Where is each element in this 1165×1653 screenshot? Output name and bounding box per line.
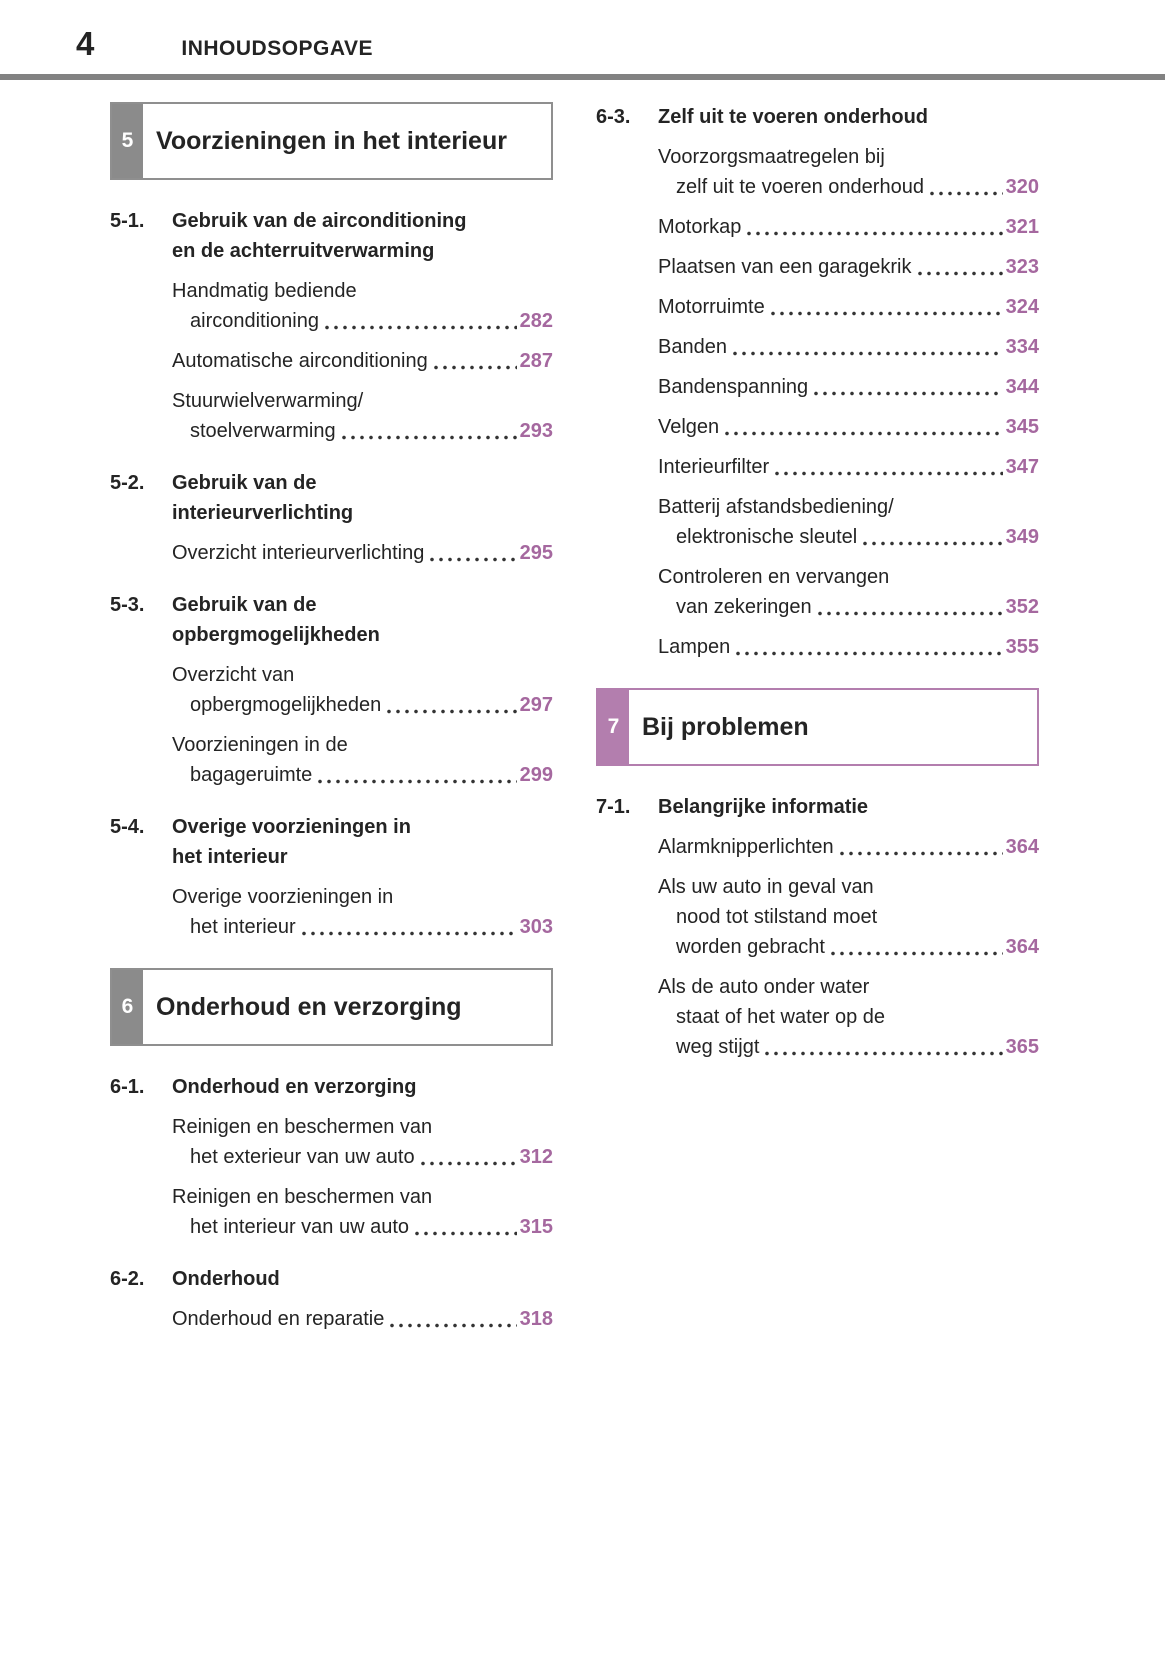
toc-entry (596, 372, 1039, 402)
entry-page-number: 334 (1005, 336, 1039, 358)
chapter-number-tab: 7 (598, 690, 629, 764)
chapter-title: Voorzieningen in het interieur (156, 126, 507, 155)
entry-last-line (658, 332, 1039, 362)
chapter-box-5 (110, 102, 553, 180)
entry-page-number: 321 (1005, 216, 1039, 238)
section-number: 6-2. (110, 1268, 145, 1290)
entry-page-number: 287 (519, 350, 553, 372)
section-number: 5-4. (110, 816, 145, 838)
entry-page-number: 324 (1005, 296, 1039, 318)
entry-label: Overzicht interieurverlichting (172, 542, 425, 564)
entry-page-number: 312 (519, 1146, 553, 1168)
toc-entry (110, 1304, 553, 1334)
chapter-number-tab: 5 (112, 104, 143, 178)
entry-last-line (658, 452, 1039, 482)
entry-label: opbergmogelijkheden (190, 694, 382, 716)
section-number: 6-3. (596, 106, 631, 128)
entry-label: Motorkap (658, 216, 742, 238)
entry-last-line (658, 292, 1039, 322)
section-title (172, 206, 553, 266)
entry-dot-leader (831, 951, 1003, 956)
entry-label: Banden (658, 336, 727, 358)
entry-dot-leader (771, 311, 1003, 316)
entry-page-number: 355 (1005, 636, 1039, 658)
entry-dot-leader (325, 325, 517, 330)
entry-last-line (658, 522, 1039, 552)
entry-dot-leader (725, 431, 1002, 436)
entry-last-line (172, 346, 553, 376)
entry-page-number: 364 (1005, 836, 1039, 858)
chapter-box-7 (596, 688, 1039, 766)
entry-page-number: 295 (519, 542, 553, 564)
entry-label: weg stijgt (676, 1036, 760, 1058)
entry-page-number: 364 (1005, 936, 1039, 958)
entry-dot-leader (733, 351, 1003, 356)
entry-last-line (172, 416, 553, 446)
toc-entry (110, 1182, 553, 1242)
entry-label: van zekeringen (676, 596, 812, 618)
toc-entry (596, 292, 1039, 322)
section-title-line: en de achterruitverwarming (172, 240, 435, 262)
section-title (658, 102, 1039, 132)
entry-last-line (172, 538, 553, 568)
entry-dot-leader (918, 271, 1003, 276)
entry-last-line (658, 592, 1039, 622)
entry-label: Lampen (658, 636, 731, 658)
section-number: 5-2. (110, 472, 145, 494)
chapter-number-tab: 6 (112, 970, 143, 1044)
entry-last-line (172, 306, 553, 336)
toc-column-left (110, 102, 553, 1334)
section-title-line: Gebruik van de airconditioning (172, 210, 467, 232)
entry-text-line: Reinigen en beschermen van (172, 1116, 433, 1138)
entry-last-line (658, 252, 1039, 282)
entry-label: Automatische airconditioning (172, 350, 428, 372)
entry-dot-leader (421, 1161, 517, 1166)
entry-text-line: Controleren en vervangen (658, 566, 890, 588)
entry-label: Motorruimte (658, 296, 765, 318)
entry-page-number: 282 (519, 310, 553, 332)
section-title-line: Onderhoud en verzorging (172, 1076, 417, 1098)
entry-label: het interieur van uw auto (190, 1216, 410, 1238)
entry-dot-leader (930, 191, 1003, 196)
entry-label: het exterieur van uw auto (190, 1146, 415, 1168)
entry-label: Velgen (658, 416, 720, 438)
entry-text-line: Voorzieningen in de (172, 734, 348, 756)
entry-dot-leader (387, 709, 516, 714)
section-title (172, 1072, 553, 1102)
toc-entry (596, 832, 1039, 862)
entry-last-line (658, 632, 1039, 662)
section-title-line: Belangrijke informatie (658, 796, 869, 818)
section-title-line: opbergmogelijkheden (172, 624, 380, 646)
entry-last-line (172, 1304, 553, 1334)
toc-entry (596, 632, 1039, 662)
toc-entry (110, 346, 553, 376)
section-heading (110, 468, 553, 528)
entry-text-line: nood tot stilstand moet (676, 906, 878, 928)
page-header (0, 0, 1165, 63)
entry-label: Onderhoud en reparatie (172, 1308, 385, 1330)
toc-entry (110, 730, 553, 790)
toc-entry (596, 872, 1039, 962)
entry-dot-leader (415, 1231, 517, 1236)
section-title (172, 812, 553, 872)
entry-text-line: Handmatig bediende (172, 280, 357, 302)
entry-label: Interieurfilter (658, 456, 770, 478)
entry-label: Alarmknipperlichten (658, 836, 834, 858)
entry-page-number: 323 (1005, 256, 1039, 278)
entry-dot-leader (840, 851, 1003, 856)
section-number: 5-3. (110, 594, 145, 616)
entry-page-number: 320 (1005, 176, 1039, 198)
section-heading (596, 102, 1039, 132)
entry-text-line: Voorzorgsmaatregelen bij (658, 146, 885, 168)
toc-entry (110, 1112, 553, 1172)
entry-last-line (658, 372, 1039, 402)
section-title-line: Gebruik van de (172, 472, 317, 494)
entry-last-line (172, 690, 553, 720)
toc-entry (596, 492, 1039, 552)
section-heading (110, 812, 553, 872)
toc-entry (596, 562, 1039, 622)
section-heading (110, 590, 553, 650)
entry-text-line: Reinigen en beschermen van (172, 1186, 433, 1208)
entry-label: stoelverwarming (190, 420, 336, 442)
entry-page-number: 315 (519, 1216, 553, 1238)
entry-label: zelf uit te voeren onderhoud (676, 176, 924, 198)
entry-label: airconditioning (190, 310, 319, 332)
section-heading (110, 1072, 553, 1102)
entry-page-number: 347 (1005, 456, 1039, 478)
section-title (172, 590, 553, 650)
entry-text-line: Stuurwielverwarming/ (172, 390, 364, 412)
entry-page-number: 344 (1005, 376, 1039, 398)
toc-entry (596, 212, 1039, 242)
entry-last-line (172, 760, 553, 790)
section-heading (110, 1264, 553, 1294)
toc-entry (596, 972, 1039, 1062)
entry-last-line (658, 1032, 1039, 1062)
entry-text-line: Overige voorzieningen in (172, 886, 394, 908)
toc-column-right (596, 102, 1039, 1334)
section-number: 6-1. (110, 1076, 145, 1098)
entry-dot-leader (736, 651, 1002, 656)
entry-page-number: 365 (1005, 1036, 1039, 1058)
entry-page-number: 318 (519, 1308, 553, 1330)
entry-dot-leader (318, 779, 516, 784)
entry-dot-leader (863, 541, 1002, 546)
section-title-line: het interieur (172, 846, 288, 868)
entry-page-number: 352 (1005, 596, 1039, 618)
toc-entry (596, 452, 1039, 482)
entry-text-line: staat of het water op de (676, 1006, 886, 1028)
toc-entry (110, 276, 553, 336)
page-title: INHOUDSOPGAVE (181, 37, 373, 60)
entry-last-line (658, 412, 1039, 442)
entry-label: het interieur (190, 916, 296, 938)
toc-entry (110, 660, 553, 720)
entry-dot-leader (342, 435, 517, 440)
page-number: 4 (76, 25, 96, 62)
section-number: 7-1. (596, 796, 631, 818)
entry-page-number: 303 (519, 916, 553, 938)
section-title-line: interieurverlichting (172, 502, 354, 524)
entry-last-line (658, 932, 1039, 962)
entry-last-line (172, 1142, 553, 1172)
entry-dot-leader (430, 557, 516, 562)
entry-label: Bandenspanning (658, 376, 809, 398)
entry-dot-leader (747, 231, 1002, 236)
entry-dot-leader (775, 471, 1002, 476)
entry-page-number: 299 (519, 764, 553, 786)
chapter-title: Bij problemen (642, 712, 809, 741)
toc-entry (110, 538, 553, 568)
entry-dot-leader (765, 1051, 1002, 1056)
section-title-line: Zelf uit te voeren onderhoud (658, 106, 929, 128)
toc-entry (596, 142, 1039, 202)
entry-page-number: 293 (519, 420, 553, 442)
chapter-title: Onderhoud en verzorging (156, 992, 462, 1021)
entry-label: elektronische sleutel (676, 526, 858, 548)
section-title-line: Gebruik van de (172, 594, 317, 616)
entry-page-number: 345 (1005, 416, 1039, 438)
section-number: 5-1. (110, 210, 145, 232)
entry-dot-leader (302, 931, 517, 936)
entry-page-number: 297 (519, 694, 553, 716)
section-title (172, 1264, 553, 1294)
toc-entry (110, 386, 553, 446)
entry-text-line: Batterij afstandsbediening/ (658, 496, 894, 518)
entry-last-line (658, 212, 1039, 242)
toc-entry (596, 412, 1039, 442)
entry-last-line (172, 912, 553, 942)
toc-entry (110, 882, 553, 942)
entry-text-line: Overzicht van (172, 664, 295, 686)
section-title (658, 792, 1039, 822)
entry-dot-leader (818, 611, 1003, 616)
entry-dot-leader (390, 1323, 516, 1328)
entry-last-line (172, 1212, 553, 1242)
entry-label: bagageruimte (190, 764, 313, 786)
entry-text-line: Als uw auto in geval van (658, 876, 874, 898)
chapter-box-6 (110, 968, 553, 1046)
entry-page-number: 349 (1005, 526, 1039, 548)
section-heading (110, 206, 553, 266)
section-heading (596, 792, 1039, 822)
toc-content (0, 80, 1165, 1334)
entry-text-line: Als de auto onder water (658, 976, 870, 998)
entry-last-line (658, 172, 1039, 202)
entry-last-line (658, 832, 1039, 862)
section-title (172, 468, 553, 528)
toc-entry (596, 252, 1039, 282)
entry-label: worden gebracht (676, 936, 825, 958)
toc-entry (596, 332, 1039, 362)
section-title-line: Overige voorzieningen in (172, 816, 411, 838)
entry-dot-leader (814, 391, 1002, 396)
entry-label: Plaatsen van een garagekrik (658, 256, 912, 278)
section-title-line: Onderhoud (172, 1268, 280, 1290)
entry-dot-leader (434, 365, 517, 370)
